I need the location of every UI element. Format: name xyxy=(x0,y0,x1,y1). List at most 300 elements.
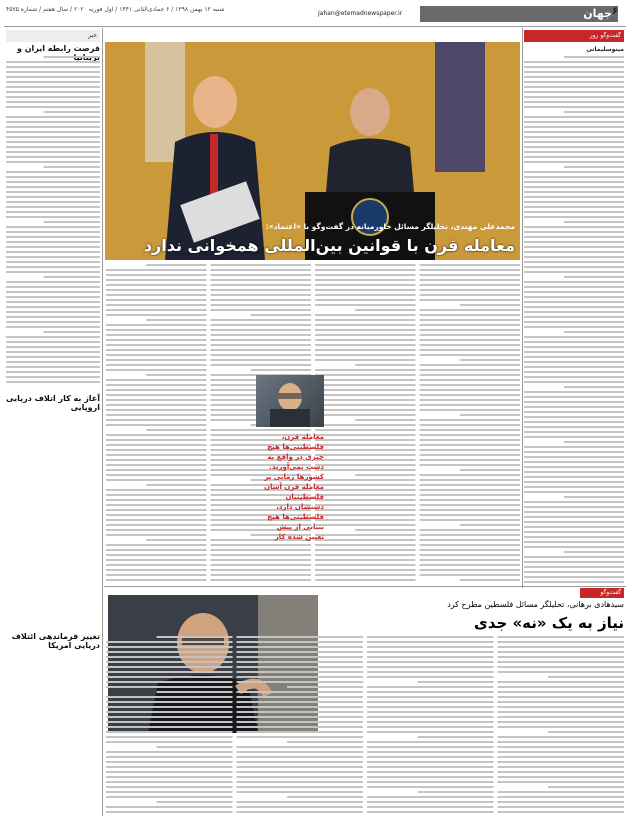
text-line xyxy=(6,161,100,163)
text-line xyxy=(420,474,521,476)
text-line xyxy=(367,726,494,728)
main-headline: معامله قرن با قوانین بین‌المللی همخوانی ندارد xyxy=(143,236,515,255)
text-line xyxy=(564,56,624,58)
text-line xyxy=(524,131,624,133)
bottom-kicker: سیدهادی برهانی، تحلیلگر مسائل فلسطین مطرح کرد xyxy=(447,600,624,609)
text-line xyxy=(44,166,100,168)
text-line xyxy=(211,354,312,356)
text-line xyxy=(524,121,624,123)
text-line xyxy=(106,424,207,426)
text-line xyxy=(355,309,415,311)
text-line xyxy=(420,459,521,461)
text-line xyxy=(460,359,520,361)
text-line xyxy=(315,369,416,371)
text-line xyxy=(237,671,364,673)
text-line xyxy=(6,321,100,323)
text-line xyxy=(146,484,206,486)
text-line xyxy=(106,811,233,813)
text-line xyxy=(146,429,206,431)
text-line xyxy=(237,801,364,803)
text-line xyxy=(498,761,625,763)
text-line xyxy=(524,286,624,288)
text-line xyxy=(524,491,624,493)
text-line xyxy=(211,334,312,336)
text-line xyxy=(524,196,624,198)
text-line xyxy=(6,196,100,198)
text-line xyxy=(498,711,625,713)
text-line xyxy=(420,274,521,276)
text-line xyxy=(106,329,207,331)
text-line xyxy=(237,776,364,778)
text-line xyxy=(524,436,624,438)
text-line xyxy=(6,231,100,233)
text-line xyxy=(6,366,100,368)
text-line xyxy=(237,791,364,793)
text-line xyxy=(315,519,416,521)
text-line xyxy=(315,424,416,426)
text-line xyxy=(524,91,624,93)
text-line xyxy=(6,371,100,373)
text-line xyxy=(315,264,416,266)
text-line xyxy=(6,251,100,253)
text-line xyxy=(211,349,312,351)
text-line xyxy=(367,706,494,708)
text-line xyxy=(367,731,494,733)
text-line xyxy=(237,661,364,663)
text-line xyxy=(6,171,100,173)
text-line xyxy=(237,786,364,788)
text-line xyxy=(106,751,233,753)
text-line xyxy=(420,439,521,441)
text-line xyxy=(367,646,494,648)
text-line xyxy=(498,696,625,698)
text-line xyxy=(315,499,416,501)
text-line xyxy=(211,284,312,286)
text-line xyxy=(44,221,100,223)
text-line xyxy=(106,731,233,733)
text-line xyxy=(237,711,364,713)
text-line xyxy=(420,499,521,501)
text-line xyxy=(315,554,416,556)
text-line xyxy=(420,324,521,326)
text-line xyxy=(524,431,624,433)
text-line xyxy=(524,256,624,258)
text-line xyxy=(524,176,624,178)
text-line xyxy=(524,416,624,418)
text-line xyxy=(524,511,624,513)
text-line xyxy=(237,761,364,763)
text-line xyxy=(524,521,624,523)
text-line xyxy=(315,299,416,301)
text-line xyxy=(420,364,521,366)
left-column-text xyxy=(6,56,100,816)
text-line xyxy=(524,471,624,473)
text-line xyxy=(564,276,624,278)
text-line xyxy=(367,691,494,693)
left-title-3: تغییر فرماندهی ائتلاف دریایی امریکا xyxy=(11,632,100,650)
text-line xyxy=(6,346,100,348)
text-line xyxy=(524,296,624,298)
text-line xyxy=(420,529,521,531)
text-line xyxy=(106,384,207,386)
text-line xyxy=(315,399,416,401)
mohtadi-photo xyxy=(256,375,324,427)
text-line xyxy=(315,294,416,296)
text-line xyxy=(106,549,207,551)
text-line xyxy=(420,394,521,396)
text-line xyxy=(6,146,100,148)
text-line xyxy=(315,569,416,571)
text-line xyxy=(524,456,624,458)
text-line xyxy=(524,581,624,583)
text-line xyxy=(6,241,100,243)
text-line xyxy=(106,504,207,506)
text-line xyxy=(106,776,233,778)
text-line xyxy=(524,241,624,243)
text-line xyxy=(367,811,494,813)
text-line xyxy=(106,666,233,668)
text-line xyxy=(237,666,364,668)
text-line xyxy=(106,469,207,471)
text-line xyxy=(367,696,494,698)
text-line xyxy=(460,524,520,526)
text-line xyxy=(315,469,416,471)
text-line xyxy=(237,756,364,758)
text-line xyxy=(6,306,100,308)
text-line xyxy=(524,356,624,358)
text-line xyxy=(524,266,624,268)
text-line xyxy=(524,376,624,378)
text-line xyxy=(524,61,624,63)
text-line xyxy=(106,334,207,336)
text-line xyxy=(106,499,207,501)
text-line xyxy=(420,544,521,546)
text-line xyxy=(106,489,207,491)
text-line xyxy=(524,336,624,338)
text-line xyxy=(6,66,100,68)
text-line xyxy=(498,791,625,793)
text-line xyxy=(564,551,624,553)
text-line xyxy=(420,409,521,411)
text-line xyxy=(524,466,624,468)
text-line xyxy=(237,736,364,738)
text-line xyxy=(548,676,624,678)
text-line xyxy=(106,766,233,768)
text-line xyxy=(420,564,521,566)
text-line xyxy=(106,494,207,496)
text-line xyxy=(524,576,624,578)
text-line xyxy=(524,326,624,328)
text-line xyxy=(106,304,207,306)
text-line xyxy=(106,559,207,561)
text-line xyxy=(498,781,625,783)
text-line xyxy=(211,319,312,321)
bottom-tag: گفت‌وگو xyxy=(600,589,621,596)
text-line xyxy=(106,294,207,296)
text-line xyxy=(524,361,624,363)
text-line xyxy=(315,349,416,351)
text-line xyxy=(498,666,625,668)
text-line xyxy=(6,96,100,98)
text-line xyxy=(367,751,494,753)
text-line xyxy=(524,231,624,233)
text-line xyxy=(315,284,416,286)
text-line xyxy=(367,771,494,773)
text-line xyxy=(106,354,207,356)
text-line xyxy=(315,274,416,276)
text-line xyxy=(418,681,494,683)
text-line xyxy=(524,526,624,528)
text-line xyxy=(106,726,233,728)
text-line xyxy=(106,641,233,643)
text-line xyxy=(498,746,625,748)
text-line xyxy=(315,279,416,281)
text-line xyxy=(548,786,624,788)
text-line xyxy=(420,284,521,286)
text-line xyxy=(106,474,207,476)
text-line xyxy=(367,656,494,658)
text-line xyxy=(315,544,416,546)
text-line xyxy=(237,721,364,723)
text-line xyxy=(524,461,624,463)
text-line xyxy=(524,406,624,408)
text-line xyxy=(106,579,207,581)
text-line xyxy=(6,86,100,88)
text-line xyxy=(211,574,312,576)
text-line xyxy=(6,286,100,288)
text-line xyxy=(524,71,624,73)
text-line xyxy=(211,329,312,331)
text-line xyxy=(44,111,100,113)
text-line xyxy=(106,379,207,381)
text-line xyxy=(420,309,521,311)
text-line xyxy=(211,429,312,431)
text-line xyxy=(367,781,494,783)
text-line xyxy=(106,796,233,798)
bottom-headline: نیاز به یک «نه» جدی xyxy=(474,614,624,632)
text-line xyxy=(367,686,494,688)
text-line xyxy=(498,691,625,693)
text-line xyxy=(237,696,364,698)
text-line xyxy=(524,301,624,303)
text-line xyxy=(6,76,100,78)
text-line xyxy=(106,524,207,526)
text-line xyxy=(498,671,625,673)
text-line xyxy=(420,419,521,421)
text-line xyxy=(524,501,624,503)
text-line xyxy=(564,166,624,168)
text-line xyxy=(211,269,312,271)
right-column-tag-bar xyxy=(524,30,624,42)
text-line xyxy=(315,409,416,411)
text-line xyxy=(157,746,233,748)
text-line xyxy=(44,276,100,278)
text-line xyxy=(211,544,312,546)
text-line xyxy=(6,226,100,228)
text-line xyxy=(106,806,233,808)
text-line xyxy=(315,484,416,486)
text-line xyxy=(524,396,624,398)
text-line xyxy=(106,289,207,291)
text-line xyxy=(524,366,624,368)
text-line xyxy=(106,706,233,708)
text-line xyxy=(315,334,416,336)
text-line xyxy=(315,394,416,396)
text-line xyxy=(6,296,100,298)
text-line xyxy=(106,711,233,713)
text-line xyxy=(498,651,625,653)
text-line xyxy=(420,489,521,491)
text-line xyxy=(420,344,521,346)
text-line xyxy=(237,716,364,718)
text-line xyxy=(157,691,233,693)
text-line xyxy=(498,756,625,758)
text-line xyxy=(6,101,100,103)
text-line xyxy=(420,509,521,511)
text-line xyxy=(564,221,624,223)
text-line xyxy=(315,479,416,481)
text-line xyxy=(420,404,521,406)
text-line xyxy=(6,351,100,353)
text-line xyxy=(367,636,494,638)
text-line xyxy=(106,404,207,406)
text-line xyxy=(6,311,100,313)
text-line xyxy=(524,76,624,78)
text-line xyxy=(106,444,207,446)
text-line xyxy=(524,81,624,83)
text-line xyxy=(420,504,521,506)
main-kicker: محمدعلی مهتدی، تحلیلگر مسائل خاورمیانه در گفت‌وگو با «اعتماد»: xyxy=(265,222,515,231)
text-line xyxy=(315,354,416,356)
text-line xyxy=(524,556,624,558)
text-line xyxy=(251,314,311,316)
text-line xyxy=(211,364,312,366)
text-line xyxy=(367,766,494,768)
text-line xyxy=(106,284,207,286)
text-line xyxy=(564,111,624,113)
text-line xyxy=(524,506,624,508)
text-line xyxy=(524,96,624,98)
text-line xyxy=(6,246,100,248)
text-line xyxy=(6,316,100,318)
text-line xyxy=(524,106,624,108)
text-line xyxy=(211,289,312,291)
column-divider-left xyxy=(102,28,103,816)
website[interactable]: Jahan@etemadnewspaper.ir xyxy=(318,10,403,17)
text-line xyxy=(524,536,624,538)
text-line xyxy=(498,771,625,773)
text-line xyxy=(420,519,521,521)
text-line xyxy=(524,216,624,218)
text-line xyxy=(498,686,625,688)
text-line xyxy=(106,554,207,556)
text-line xyxy=(420,264,521,266)
text-line xyxy=(106,529,207,531)
left-title-2: آغاز به کار اتلاف دریایی اروپایی xyxy=(6,394,101,412)
text-line xyxy=(106,439,207,441)
text-line xyxy=(498,801,625,803)
text-line xyxy=(106,479,207,481)
text-line xyxy=(367,756,494,758)
text-line xyxy=(237,771,364,773)
text-line xyxy=(146,539,206,541)
text-line xyxy=(315,514,416,516)
text-line xyxy=(106,716,233,718)
text-line xyxy=(498,716,625,718)
text-line xyxy=(367,701,494,703)
text-line xyxy=(315,454,416,456)
text-line xyxy=(106,569,207,571)
text-line xyxy=(498,646,625,648)
text-line xyxy=(237,636,364,638)
text-line xyxy=(106,394,207,396)
text-line xyxy=(498,701,625,703)
text-line xyxy=(420,329,521,331)
text-line xyxy=(237,781,364,783)
text-line xyxy=(315,524,416,526)
text-line xyxy=(6,301,100,303)
text-line xyxy=(524,486,624,488)
text-line xyxy=(237,766,364,768)
text-line xyxy=(237,726,364,728)
text-line xyxy=(524,116,624,118)
text-line xyxy=(6,61,100,63)
text-line xyxy=(106,464,207,466)
text-line xyxy=(287,686,363,688)
text-line xyxy=(315,374,416,376)
text-line xyxy=(237,806,364,808)
text-line xyxy=(460,414,520,416)
text-line xyxy=(106,771,233,773)
text-line xyxy=(367,666,494,668)
text-line xyxy=(211,294,312,296)
text-line xyxy=(524,311,624,313)
text-line xyxy=(524,146,624,148)
text-line xyxy=(420,269,521,271)
text-line xyxy=(6,361,100,363)
text-line xyxy=(106,786,233,788)
text-line xyxy=(237,641,364,643)
text-line xyxy=(367,651,494,653)
text-line xyxy=(6,156,100,158)
text-line xyxy=(315,389,416,391)
header-rule xyxy=(4,26,626,27)
text-line xyxy=(315,579,416,581)
text-line xyxy=(524,136,624,138)
text-line xyxy=(420,384,521,386)
text-line xyxy=(420,334,521,336)
text-line xyxy=(106,314,207,316)
text-line xyxy=(6,376,100,378)
text-line xyxy=(237,706,364,708)
text-line xyxy=(420,454,521,456)
text-line xyxy=(524,446,624,448)
right-author: مینوسلیمانی xyxy=(586,46,624,53)
text-line xyxy=(498,726,625,728)
text-line xyxy=(106,369,207,371)
text-line xyxy=(524,251,624,253)
text-line xyxy=(211,344,312,346)
text-line xyxy=(6,291,100,293)
text-line xyxy=(6,266,100,268)
text-line xyxy=(367,801,494,803)
text-line xyxy=(367,676,494,678)
text-line xyxy=(524,381,624,383)
text-line xyxy=(315,489,416,491)
text-line xyxy=(315,319,416,321)
text-line xyxy=(524,306,624,308)
text-line xyxy=(524,426,624,428)
